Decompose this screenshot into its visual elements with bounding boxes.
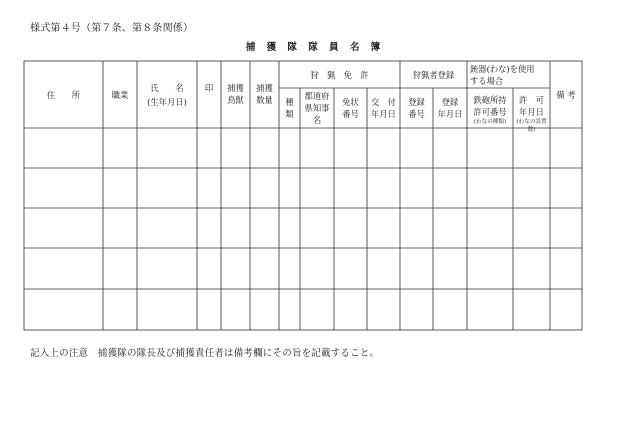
header-hunter-registration: 狩猟者登録 xyxy=(412,70,455,80)
header-registration-number: 登録 番号 xyxy=(408,97,425,119)
header-issue-date: 交 付 年月日 xyxy=(371,97,396,119)
header-hunting-license: 狩 猟 免 許 xyxy=(310,70,369,80)
header-registration-date: 登録 年月日 xyxy=(437,97,463,119)
header-target-species: 捕獲 鳥獣 xyxy=(227,83,244,105)
header-firearm-trap-use: 銃器(わな)を使用 する場合 xyxy=(470,64,535,86)
header-permit-date-note: (わなの設置数) xyxy=(516,119,547,133)
header-seal: 印 xyxy=(204,83,214,93)
header-birthdate: (生年月日) xyxy=(147,97,187,107)
header-capture-count: 捕獲 数量 xyxy=(256,83,273,105)
form-number-label: 様式第４号（第７条、第８条関係） xyxy=(30,23,194,34)
header-license-number: 免状 番号 xyxy=(342,97,359,119)
header-name: 氏 名 xyxy=(150,83,184,93)
header-license-type: 種 類 xyxy=(285,97,294,119)
header-remarks: 備 考 xyxy=(556,90,576,100)
header-permit-date: 許 可 年月日 xyxy=(519,95,544,117)
header-firearm-permit-holder: 鉄砲所持 許可番号 xyxy=(473,95,507,117)
instructions-note: 記入上の注意 捕獲隊の隊長及び捕獲責任者は備考欄にその旨を記載すること。 xyxy=(30,348,380,359)
header-occupation: 職業 xyxy=(111,90,129,100)
header-firearm-permit-note: (わなの種類) xyxy=(473,119,507,125)
header-prefecture-governor: 都道府 県知事 名 xyxy=(304,91,330,125)
header-address: 住 所 xyxy=(46,90,81,100)
page-title: 捕 獲 隊 隊 員 名 簿 xyxy=(245,42,385,53)
